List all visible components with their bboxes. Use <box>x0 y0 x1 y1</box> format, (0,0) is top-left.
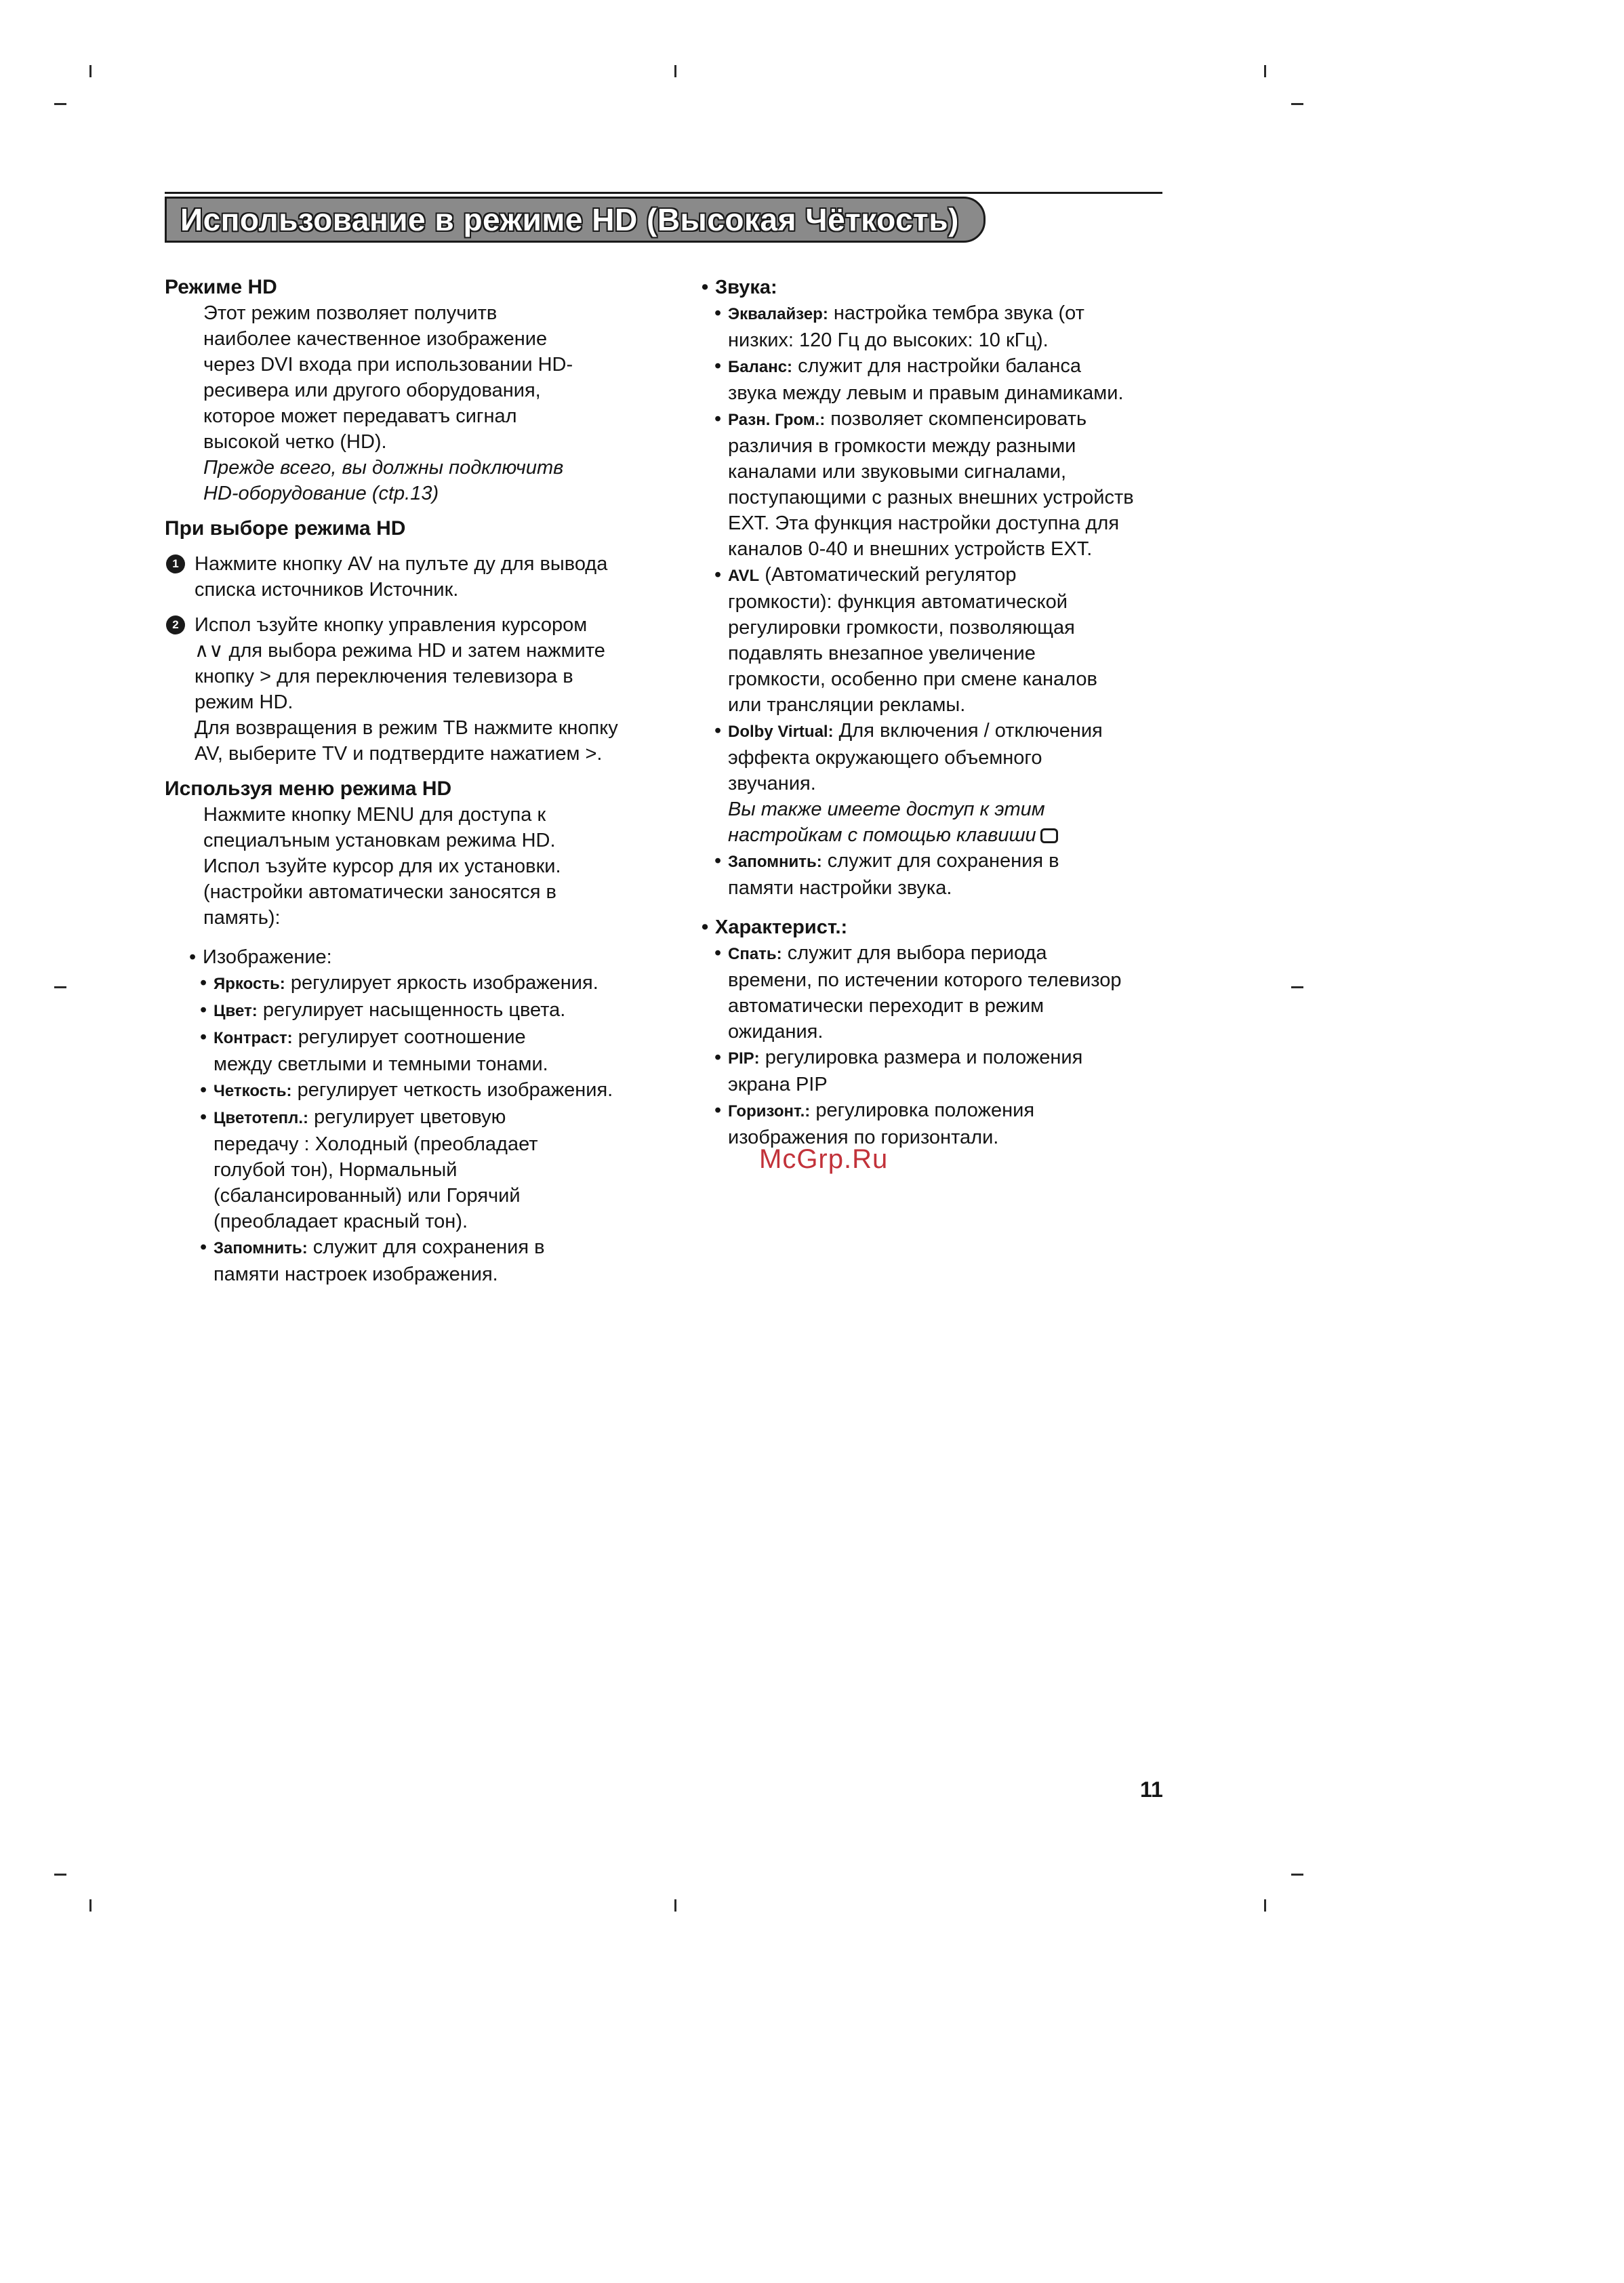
list-item <box>714 718 1169 796</box>
text-line: Для возвращения в режим TB нажмите кнопку <box>195 717 618 739</box>
menu-text <box>165 802 659 931</box>
step-1-number: 1 <box>166 554 185 573</box>
sound-note <box>728 796 1169 848</box>
text-line: Прежде всего, вы должны подключитв <box>203 457 564 479</box>
list-item <box>714 940 1169 1045</box>
item-text: регулировки громкости, позволяющая <box>728 617 1075 639</box>
item-key: Запомнить: <box>214 1239 308 1257</box>
item-key: Цвет: <box>214 1002 258 1020</box>
text-line: Нажмите кнопку MENU для доступа к <box>203 804 546 826</box>
header-rule <box>165 192 1162 194</box>
item-text: низких: 120 Гц до высоких: 10 кГц). <box>728 329 1049 351</box>
item-text: каналами или звуковыми сигналами, <box>728 461 1067 483</box>
item-text: служит для выбора периода <box>787 942 1047 964</box>
sound-section-head: • Звука: <box>702 275 1169 300</box>
crop-mark <box>674 65 676 77</box>
crop-mark <box>54 1874 66 1876</box>
list-item <box>714 562 1169 718</box>
item-text: поступающими с разных внешних устройств <box>728 487 1134 508</box>
item-text: (преобладает красный тон). <box>214 1211 468 1232</box>
item-text: (Автоматический регулятор <box>765 564 1017 586</box>
item-text: звучания. <box>728 773 816 794</box>
item-text: громкости): функция автоматической <box>728 591 1068 613</box>
list-item <box>714 353 1169 406</box>
text-line: высокой четко (HD). <box>203 431 387 453</box>
item-text: автоматически переходит в режим <box>728 995 1044 1017</box>
text-line: Нажмите кнопку AV на пулъте ду для вывода <box>195 553 608 575</box>
intro-note <box>165 455 659 506</box>
crop-mark <box>674 1899 676 1912</box>
item-text: регулирует соотношение <box>298 1026 526 1048</box>
text-line: которое может передаватъ сигнал <box>203 405 517 427</box>
text-line: Испол ъзуйте курсор для их установки. <box>203 855 561 877</box>
item-text: изображения по горизонтали. <box>728 1127 999 1148</box>
intro-text <box>165 300 659 455</box>
list-item <box>714 406 1169 562</box>
item-text: (сбалансированный) или Горячий <box>214 1185 521 1207</box>
text-line: (настройки автоматически заносятся в <box>203 881 556 903</box>
heading-menu-hd: Используя меню режима HD <box>165 777 452 800</box>
text-line: специалъным установкам режима HD. <box>203 830 556 851</box>
list-item <box>200 1104 659 1234</box>
crop-mark <box>54 986 66 988</box>
item-key: Контраст: <box>214 1029 293 1047</box>
item-text: каналов 0-40 и внешних устройств EXT. <box>728 538 1093 560</box>
step-2 <box>165 612 659 767</box>
text-line: ∧∨ для выбора режима HD и затем нажмите <box>195 640 605 662</box>
list-item <box>714 1045 1169 1097</box>
item-text: времени, по истечении которого телевизор <box>728 969 1122 991</box>
item-text: подавлять внезапное увеличение <box>728 643 1036 664</box>
list-item <box>714 300 1169 353</box>
item-key: Цветотепл.: <box>214 1109 309 1127</box>
item-text: позволяет скомпенсировать <box>830 408 1087 430</box>
item-text: регулировка размера и положения <box>765 1047 1083 1068</box>
item-text: звука между левым и правым динамиками. <box>728 382 1124 404</box>
crop-mark <box>89 65 92 77</box>
item-key: Разн. Гром.: <box>728 411 826 429</box>
section-banner <box>165 197 986 243</box>
text-line: AV, выберите TV и подтвердите нажатием >. <box>195 743 603 765</box>
item-text: Для включения / отключения <box>838 720 1103 742</box>
item-key: Четкость: <box>214 1082 292 1100</box>
list-item <box>714 1097 1169 1150</box>
item-text: регулировка положения <box>815 1099 1035 1121</box>
item-key: Баланс: <box>728 358 793 376</box>
item-text: памяти настройки звука. <box>728 877 952 899</box>
item-text: памяти настроек изображения. <box>214 1264 498 1285</box>
surround-key-icon <box>1040 828 1058 843</box>
item-text: передачу : Холодный (преобладает <box>214 1133 538 1155</box>
text-line: Этот режим позволяет получитв <box>203 302 498 324</box>
item-text: громкости, особенно при смене каналов <box>728 668 1097 690</box>
item-key: AVL <box>728 567 760 585</box>
list-item <box>200 1234 659 1287</box>
text-line: Испол ъзуйте кнопку управления курсором <box>195 614 588 636</box>
item-text: регулирует цветовую <box>314 1106 506 1128</box>
right-column <box>702 275 1169 1150</box>
item-key: Эквалайзер: <box>728 305 828 323</box>
item-text: или трансляции рекламы. <box>728 694 966 716</box>
text-line: наиболее качественное изображение <box>203 328 548 350</box>
item-text: EXT. Эта функция настройки доступна для <box>728 512 1120 534</box>
list-item <box>714 848 1169 901</box>
list-item <box>200 997 659 1024</box>
step-1 <box>165 551 659 603</box>
item-text: служит для настройки баланса <box>798 355 1081 377</box>
step-2-number: 2 <box>166 615 185 634</box>
item-key: Спать: <box>728 945 782 963</box>
item-text: регулирует яркость изображения. <box>290 972 598 994</box>
crop-mark <box>1264 65 1266 77</box>
text-line: память): <box>203 907 281 929</box>
item-key: Горизонт.: <box>728 1102 811 1120</box>
text-line: режим HD. <box>195 691 293 713</box>
crop-mark <box>54 103 66 105</box>
item-text: между светлыми и темными тонами. <box>214 1053 548 1075</box>
heading-hd-mode: Режиме HD <box>165 276 277 298</box>
watermark: McGrp.Ru <box>759 1144 889 1174</box>
left-column <box>165 275 659 1287</box>
crop-mark <box>1264 1899 1266 1912</box>
list-item <box>200 1077 659 1104</box>
item-text: служит для сохранения в <box>312 1236 545 1258</box>
page-number: 11 <box>1140 1777 1163 1802</box>
page-title: Использование в режиме HD (Высокая Чёткость) <box>180 202 959 237</box>
item-key: Запомнить: <box>728 853 822 871</box>
text-line: HD-оборудование (ctp.13) <box>203 483 439 504</box>
item-text: настройка тембра звука (от <box>833 302 1084 324</box>
item-text: регулирует насыщенность цвета. <box>262 999 566 1021</box>
text-line: через DVI входа при использовании HD- <box>203 354 573 376</box>
crop-mark <box>1291 1874 1303 1876</box>
crop-mark <box>89 1899 92 1912</box>
crop-mark <box>1291 103 1303 105</box>
item-key: Яркость: <box>214 975 285 993</box>
item-text: ожидания. <box>728 1021 824 1043</box>
crop-mark <box>1291 986 1303 988</box>
list-item <box>200 970 659 997</box>
text-line: ресивера или другого оборудования, <box>203 380 541 401</box>
item-text: голубой тон), Нормальный <box>214 1159 458 1181</box>
item-text: регулирует четкость изображения. <box>297 1079 613 1101</box>
heading-select-hd: При выборе режима HD <box>165 517 406 540</box>
item-text: различия в громкости между разными <box>728 435 1076 457</box>
char-section-head: • Характерист.: <box>702 914 1169 940</box>
text-line: настройкам с помощью клавиши <box>728 822 1169 848</box>
item-key: PIP: <box>728 1049 760 1068</box>
item-text: эффекта окружающего объемного <box>728 747 1042 769</box>
list-item <box>200 1024 659 1077</box>
text-line: Вы также имеете доступ к этим <box>728 799 1045 820</box>
text-line: списка источников Источник. <box>195 579 459 601</box>
item-text: служит для сохранения в <box>827 850 1059 872</box>
item-text: экрана PIP <box>728 1074 828 1095</box>
text-line: кнопку > для переключения телевизора в <box>195 666 573 687</box>
item-key: Dolby Virtual: <box>728 723 834 741</box>
image-section-head: • Изображение: <box>189 944 659 970</box>
